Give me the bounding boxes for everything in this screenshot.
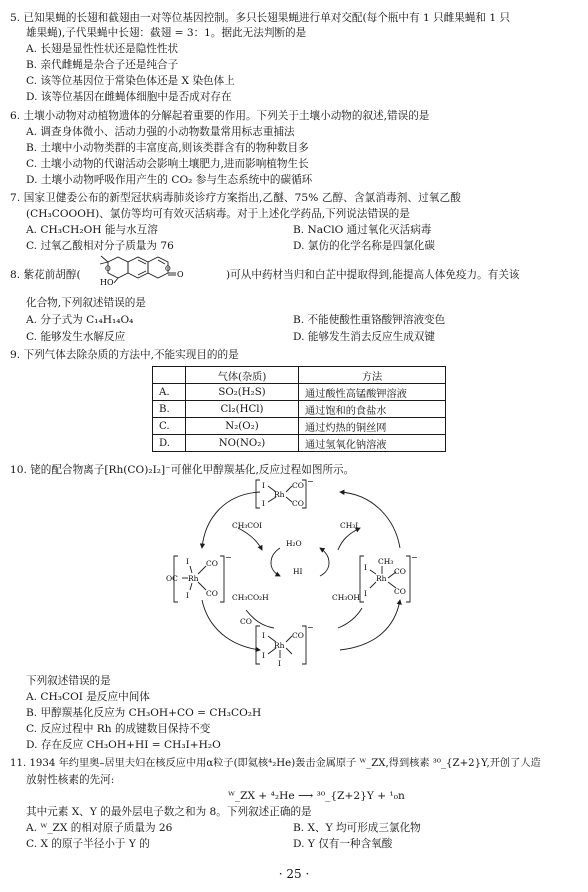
table-cell: C.	[153, 418, 186, 435]
rh-center-right: Rh	[376, 574, 387, 583]
table-row	[153, 401, 446, 418]
nuclear-equation: ᵂ_ZX + ⁴₂He ⟶ ³⁰_{Z+2}Y + ¹₀n	[228, 790, 405, 802]
q11-option-a: A. ᵂ_ZX 的相对原子质量为 26	[26, 822, 173, 834]
ligand-oc: OC	[166, 574, 178, 583]
q11-option-d: D. Y 仅有一种含氧酸	[293, 838, 393, 850]
ligand-i: I	[262, 499, 265, 508]
q8-option-a: A. 分子式为 C₁₄H₁₄O₄	[26, 314, 134, 326]
table-cell: Cl₂(HCl)	[186, 401, 299, 418]
q11-option-c: C. X 的原子半径小于 Y 的	[26, 838, 150, 850]
q10-option-d: D. 存在反应 CH₃OH+HI = CH₃I+H₂O	[26, 739, 221, 751]
species-ch3co2h: CH₃CO₂H	[232, 593, 269, 602]
table-row	[153, 418, 446, 435]
q7-stem-line1: 7. 国家卫健委公布的新型冠状病毒肺炎诊疗方案指出,乙醚、75% 乙醇、含氯消毒剂、过氧乙酸	[10, 192, 461, 204]
q10-option-c: C. 反应过程中 Rh 的成键数目保持不变	[26, 723, 211, 735]
ring-oxygen-1: O	[105, 265, 111, 273]
species-co: CO	[240, 617, 252, 626]
rh-center-bottom: Rh	[274, 641, 285, 650]
charge-minus: −	[307, 478, 314, 486]
catalytic-cycle-diagram	[150, 478, 450, 668]
q8-option-b: B. 不能使酸性重铬酸钾溶液变色	[293, 314, 446, 326]
q6-option-b: B. 土壤中小动物类群的丰富度高,则该类群含有的物种数目多	[26, 142, 309, 154]
q7-option-d: D. 氯仿的化学名称是四氯化碳	[293, 240, 435, 252]
table-header-row	[153, 367, 446, 384]
species-hi: HI	[293, 567, 303, 576]
q6-option-d: D. 土壤小动物呼吸作用产生的 CO₂ 参与生态系统中的碳循环	[26, 174, 313, 186]
table-header-cell: 气体(杂质)	[186, 367, 299, 384]
species-ch3coi: CH₃COI	[232, 521, 263, 530]
ligand-co: CO	[394, 587, 406, 596]
q8-stem-end: )可从中药材当归和白芷中提取得到,能提高人体免疫力。有关该	[226, 269, 520, 281]
q7-stem-line2: (CH₃COOOH)、氯仿等均可有效灭活病毒。对于上述化学药品,下列说法错误的是	[26, 208, 410, 220]
table-cell: 通过氢氧化钠溶液	[299, 435, 446, 452]
ligand-ch3: CH₃	[378, 557, 394, 566]
table-cell: SO₂(H₂S)	[186, 384, 299, 401]
hydroxyl-label: HO	[100, 278, 114, 286]
ligand-co: CO	[292, 499, 304, 508]
q7-option-c: C. 过氧乙酸相对分子质量为 76	[26, 240, 174, 252]
q6-option-c: C. 土壤小动物的代谢活动会影响土壤肥力,进而影响植物生长	[26, 158, 309, 170]
ligand-co: CO	[206, 589, 218, 598]
q6-option-a: A. 调查身体微小、活动力强的小动物数量常用标志重捕法	[26, 126, 295, 138]
ligand-co: CO	[292, 481, 304, 490]
table-cell: 通过酸性高锰酸钾溶液	[299, 384, 446, 401]
charge-minus: −	[307, 623, 314, 632]
q5-stem-line1: 5. 已知果蝇的长翅和截翅由一对等位基因控制。多只长翅果蝇进行单对交配(每个瓶中有 1 只雌果蝇和 1 只	[10, 12, 511, 24]
table-row	[153, 435, 446, 452]
q8-stem-line2: 化合物,下列叙述错误的是	[26, 297, 146, 309]
ligand-i: I	[262, 481, 265, 490]
q5-option-c: C. 该等位基因位于常染色体还是 X 染色体上	[26, 75, 235, 87]
ligand-i: I	[262, 651, 265, 660]
q11-stem-line1: 11. 1934 年约里奥–居里夫妇在核反应中用α粒子(即氦核⁴₂He)轰击金属原子 ᵂ_ZX,得到核素 ³⁰_{Z+2}Y,开创了人造	[10, 758, 541, 769]
charge-minus: −	[411, 553, 418, 562]
ligand-i: I	[262, 631, 265, 640]
ligand-co: CO	[292, 631, 304, 640]
q11-option-b: B. X、Y 均可形成三氯化物	[293, 822, 421, 834]
q10-stem: 10. 铑的配合物离子[Rh(CO)₂I₂]⁻可催化甲醇羰基化,反应过程如图所示。	[10, 464, 355, 476]
species-h2o: H₂O	[286, 539, 302, 548]
ligand-i: I	[278, 659, 281, 668]
table-cell: 通过饱和的食盐水	[299, 401, 446, 418]
ligand-i: I	[186, 557, 189, 566]
species-ch3oh: CH₃OH	[332, 593, 360, 602]
table-cell: A.	[153, 384, 186, 401]
q5-option-b: B. 亲代雌蝇是杂合子还是纯合子	[26, 59, 179, 71]
q10-question: 下列叙述错误的是	[26, 675, 111, 687]
table-header-cell	[153, 367, 186, 384]
q8-option-c: C. 能够发生水解反应	[26, 331, 126, 343]
q5-option-a: A. 长翅是显性性状还是隐性性状	[26, 43, 179, 55]
q10-option-b: B. 甲醇羰基化反应为 CH₃OH+CO = CH₃CO₂H	[26, 707, 262, 719]
q11-stem-line3: 其中元素 X、Y 的最外层电子数之和为 8。下列叙述正确的是	[26, 806, 312, 818]
table-cell: 通过灼热的铜丝网	[299, 418, 446, 435]
table-header-cell: 方法	[299, 367, 446, 384]
gas-impurity-table	[152, 366, 446, 452]
q7-option-b: B. NaClO 通过氧化灭活病毒	[293, 224, 432, 236]
q8-option-d: D. 能够发生消去反应生成双键	[293, 331, 435, 343]
q6-stem: 6. 土壤小动物对动植物遗体的分解起着重要的作用。下列关于土壤小动物的叙述,错误的是	[10, 110, 430, 122]
table-row	[153, 384, 446, 401]
ligand-i: I	[364, 563, 367, 572]
q5-option-d: D. 该等位基因在雌蝇体细胞中是否成对存在	[26, 91, 232, 103]
table-cell: D.	[153, 435, 186, 452]
table-cell: B.	[153, 401, 186, 418]
ligand-co: CO	[394, 567, 406, 576]
decursinol-structure	[92, 252, 228, 286]
carbonyl-oxygen: O	[177, 270, 184, 279]
q9-stem: 9. 下列气体去除杂质的方法中,不能实现目的的是	[10, 349, 239, 361]
q7-option-a: A. CH₃CH₂OH 能与水互溶	[26, 224, 158, 236]
q10-option-a: A. CH₃COI 是反应中间体	[26, 691, 150, 703]
rh-center-top: Rh	[274, 490, 285, 499]
q8-stem-start: 8. 紫花前胡醇(	[10, 269, 81, 281]
page-number: · 25 ·	[278, 867, 310, 881]
q5-stem-line2: 雄果蝇),子代果蝇中长翅：截翅 = 3：1。据此无法判断的是	[26, 27, 307, 39]
ligand-i: I	[186, 591, 189, 600]
ring-oxygen-2: O	[165, 265, 171, 273]
species-ch3i: CH₃I	[340, 521, 359, 530]
ligand-i: I	[364, 589, 367, 598]
rh-center-left: Rh	[188, 574, 199, 583]
charge-minus: −	[225, 553, 232, 562]
table-cell: N₂(O₂)	[186, 418, 299, 435]
q11-stem-line2: 放射性核素的先河:	[26, 774, 115, 786]
table-cell: NO(NO₂)	[186, 435, 299, 452]
ligand-co: CO	[206, 559, 218, 568]
